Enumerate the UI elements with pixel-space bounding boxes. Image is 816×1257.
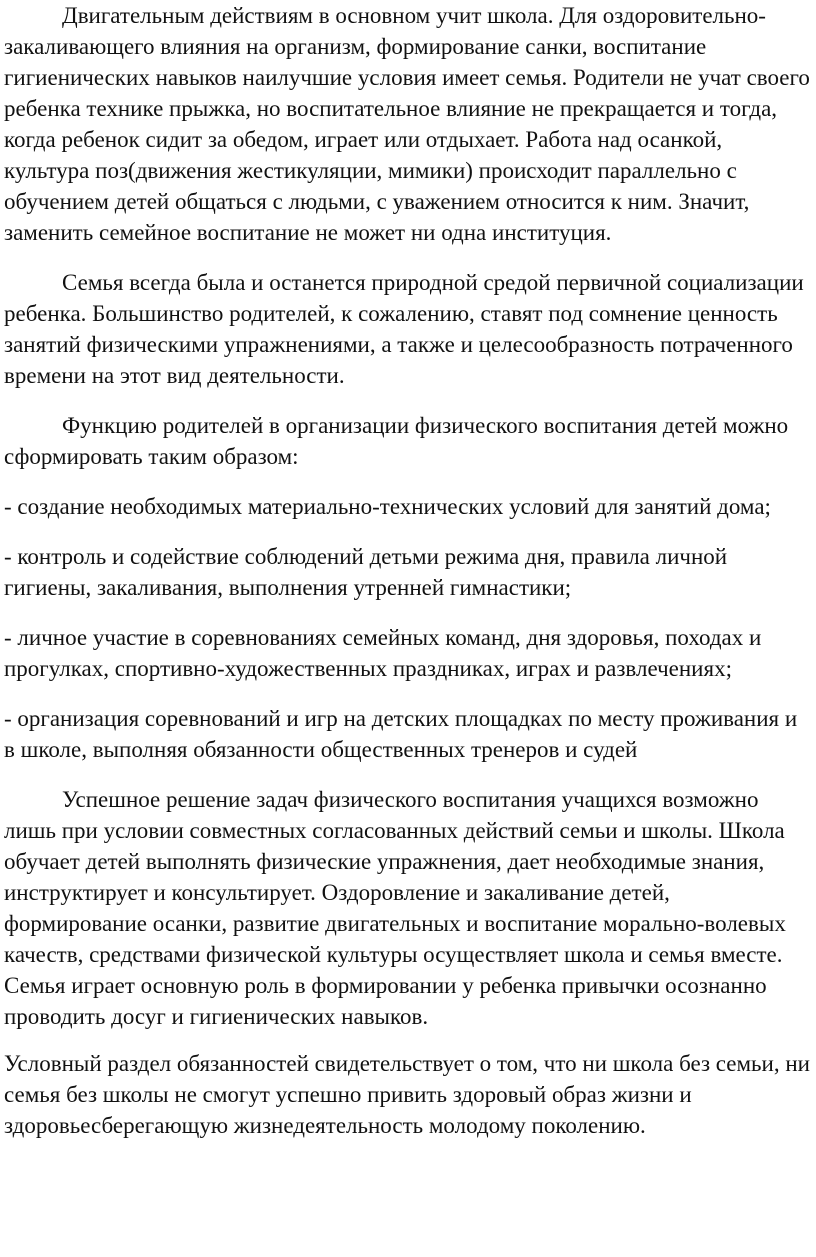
paragraph-conclusion: Условный раздел обязанностей свидетельствует о том, что ни школа без семьи, ни семья без школы не смогут успешно привить здоровый образ жизни и здоровьесберегающую жизнедеятельность молодому поколению. <box>4 1051 810 1138</box>
paragraph-socialization: Семья всегда была и останется природной средой первичной социализации ребенка. Большинство родителей, к сожалению, ставят под сомнение ценность занятий физическими упражнениями, а также и целесообразность потраченного времени на этот вид деятельности. <box>4 270 804 388</box>
list-item: - создание необходимых материально-технических условий для занятий дома; <box>4 494 771 519</box>
list-item: - контроль и содействие соблюдений детьми режима дня, правила личной гигиены, закаливания, выполнения утренней гимнастики; <box>4 544 728 600</box>
paragraph-school-and-family: Успешное решение задач физического воспитания учащихся возможно лишь при условии совместных согласованных действий семьи и школы. Школа обучает детей выполнять физические упражнения, дает необходимые знания, инструктирует и консультирует. Оздоровление и закаливание детей, формирование осанки, развитие двигательных и воспитание морально-волевых качеств, средствами физической культуры осуществляет школа и семья вместе. Семья играет основную роль в формировании у ребенка привычки осознанно проводить досуг и гигиенических навыков. <box>4 787 786 1029</box>
list-item: - организация соревнований и игр на детских площадках по месту проживания и в школе, выполняя обязанности общественных тренеров и судей <box>4 706 798 762</box>
list-item: - личное участие в соревнованиях семейных команд, дня здоровья, походах и прогулках, спортивно-художественных праздниках, играх и развлечениях; <box>4 625 762 681</box>
paragraph-family-role: Двигательным действиям в основном учит школа. Для оздоровительно-закаливающего влияния на организм, формирование санки, воспитание гигиенических навыков наилучшие условия имеет семья. Родители не учат своего ребенка технике прыжка, но воспитательное влияние не прекращается и тогда, когда ребенок сидит за обедом, играет или отдыхает. Работа над осанкой, культура поз(движения жестикуляции, мимики) происходит параллельно с обучением детей общаться с людьми, с уважением относится к ним. Значит, заменить семейное воспитание не может ни одна институция. <box>4 3 810 245</box>
paragraph-parents-function: Функцию родителей в организации физического воспитания детей можно сформировать таким образом: <box>4 413 789 469</box>
